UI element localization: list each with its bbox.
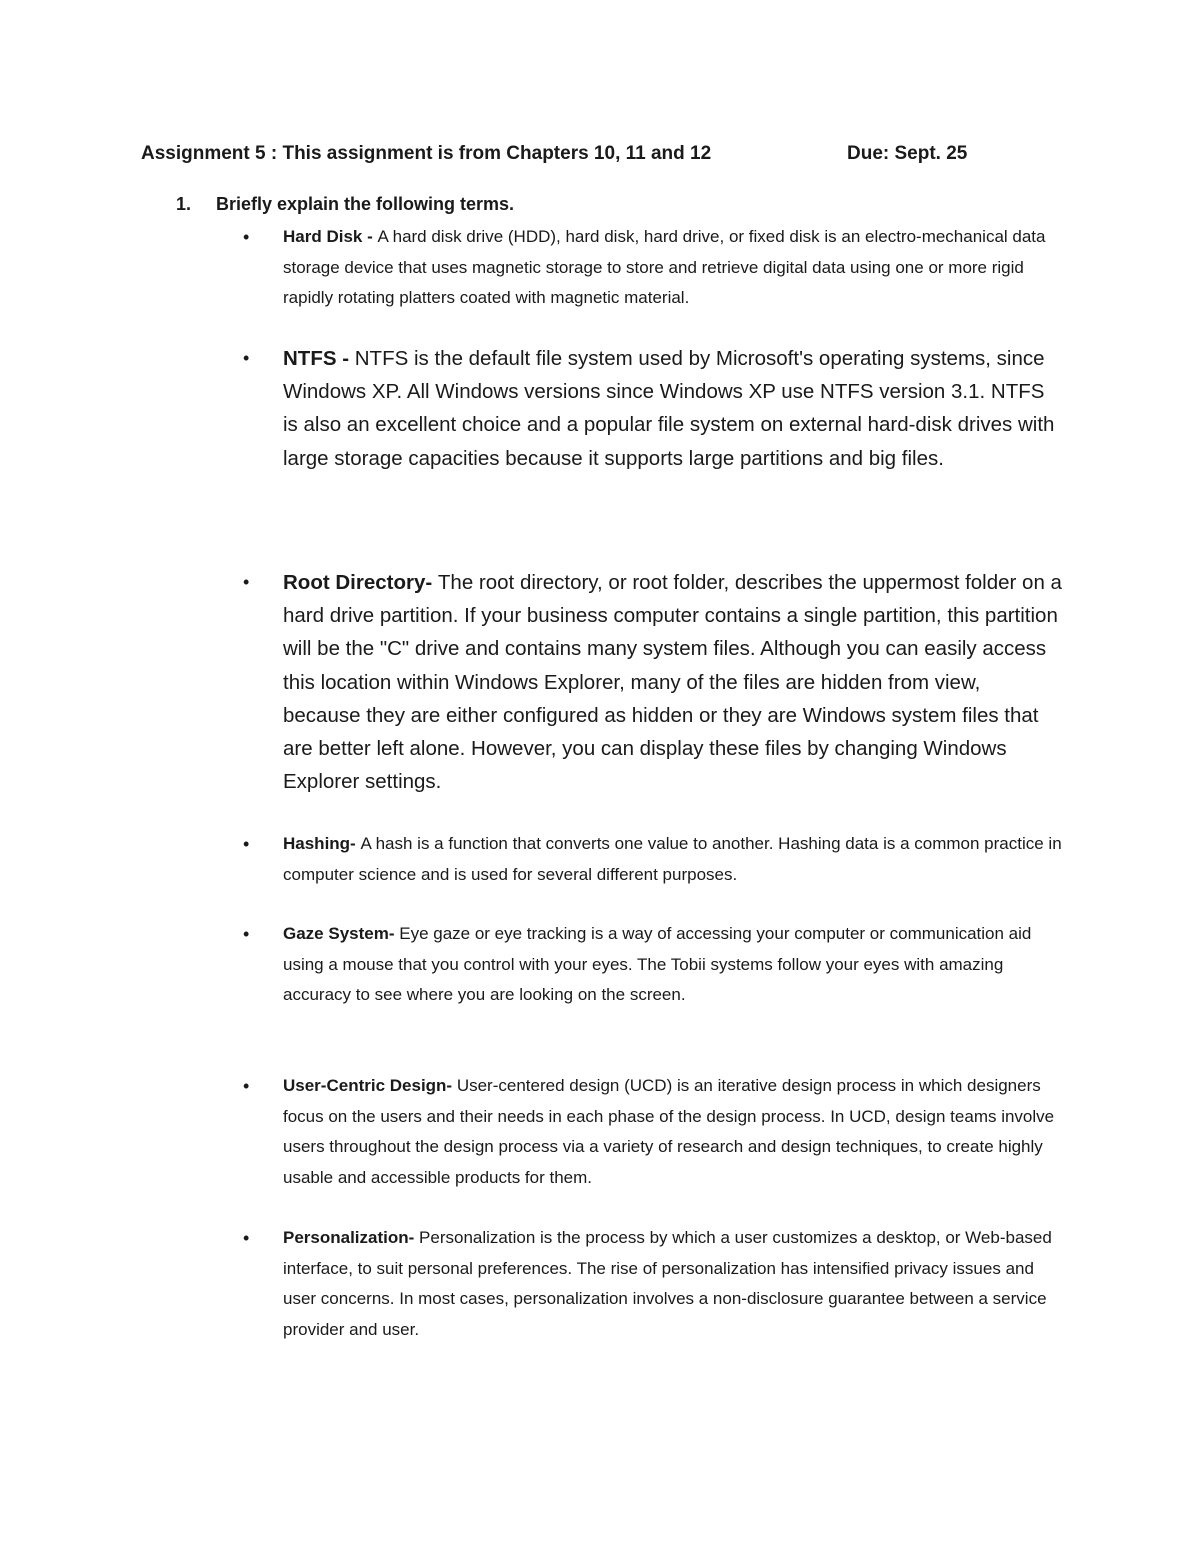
term-definition: A hash is a function that converts one value to another. Hashing data is a common practice in computer science and is used for several different purposes. bbox=[283, 834, 1062, 884]
term-definition: Eye gaze or eye tracking is a way of accessing your computer or communication aid using a mouse that you control with your eyes. The Tobii systems follow your eyes with amazing accuracy to see where you are looking on the screen. bbox=[283, 924, 1032, 1004]
term-definition: NTFS is the default file system used by Microsoft's operating systems, since Windows XP. All Windows versions since Windows XP use NTFS version 3.1. NTFS is also an excellent choice and a popular file system on external hard-disk drives with large storage capacities because it supports large partitions and big files. bbox=[283, 347, 1055, 470]
term-label: Hard Disk - bbox=[283, 227, 378, 246]
term-item-user-centric-design bbox=[243, 1071, 1063, 1193]
term-item-ntfs bbox=[243, 342, 1063, 475]
term-definition: The root directory, or root folder, describes the uppermost folder on a hard drive partition. If your business computer contains a single partition, this partition will be the "C" drive and contains many system files. Although you can easily access this location within Windows Explorer, many of the files are hidden from view, because they are either configured as hidden or they are Windows system files that are better left alone. However, you can display these files by changing Windows Explorer settings. bbox=[283, 571, 1062, 794]
term-item-hashing bbox=[243, 829, 1063, 890]
bullet-icon: • bbox=[243, 227, 250, 247]
term-item-gaze-system bbox=[243, 919, 1063, 1011]
assignment-header bbox=[141, 143, 981, 165]
question-1 bbox=[176, 194, 514, 215]
bullet-icon: • bbox=[243, 1228, 250, 1248]
term-item-root-directory bbox=[243, 566, 1063, 798]
term-label: Hashing- bbox=[283, 834, 361, 853]
term-label: Gaze System- bbox=[283, 924, 400, 943]
term-item-personalization bbox=[243, 1223, 1063, 1345]
question-text: Briefly explain the following terms. bbox=[216, 194, 515, 214]
term-definition: User-centered design (UCD) is an iterative design process in which designers focus on the users and their needs in each phase of the design process. In UCD, design teams involve users throughout the design process via a variety of research and design techniques, to create highly usable and accessible products for them. bbox=[283, 1076, 1055, 1187]
term-label: NTFS - bbox=[283, 347, 355, 370]
due-date: Due: Sept. 25 bbox=[847, 143, 968, 164]
bullet-icon: • bbox=[243, 572, 250, 592]
term-label: Root Directory- bbox=[283, 571, 438, 594]
assignment-title: Assignment 5 : This assignment is from Chapters 10, 11 and 12 bbox=[141, 143, 712, 164]
term-label: User-Centric Design- bbox=[283, 1076, 457, 1095]
term-item-hard-disk bbox=[243, 222, 1063, 314]
question-number: 1. bbox=[176, 194, 192, 214]
bullet-icon: • bbox=[243, 1076, 250, 1096]
term-definition: A hard disk drive (HDD), hard disk, hard drive, or fixed disk is an electro-mechanical data storage device that uses magnetic storage to store and retrieve digital data using one or more rigid rapidly rotating platters coated with magnetic material. bbox=[283, 227, 1046, 307]
bullet-icon: • bbox=[243, 348, 250, 368]
term-definition: Personalization is the process by which a user customizes a desktop, or Web-based interface, to suit personal preferences. The rise of personalization has intensified privacy issues and user concerns. In most cases, personalization involves a non-disclosure guarantee between a service provider and user. bbox=[283, 1228, 1052, 1339]
bullet-icon: • bbox=[243, 834, 250, 854]
bullet-icon: • bbox=[243, 924, 250, 944]
term-label: Personalization- bbox=[283, 1228, 420, 1247]
